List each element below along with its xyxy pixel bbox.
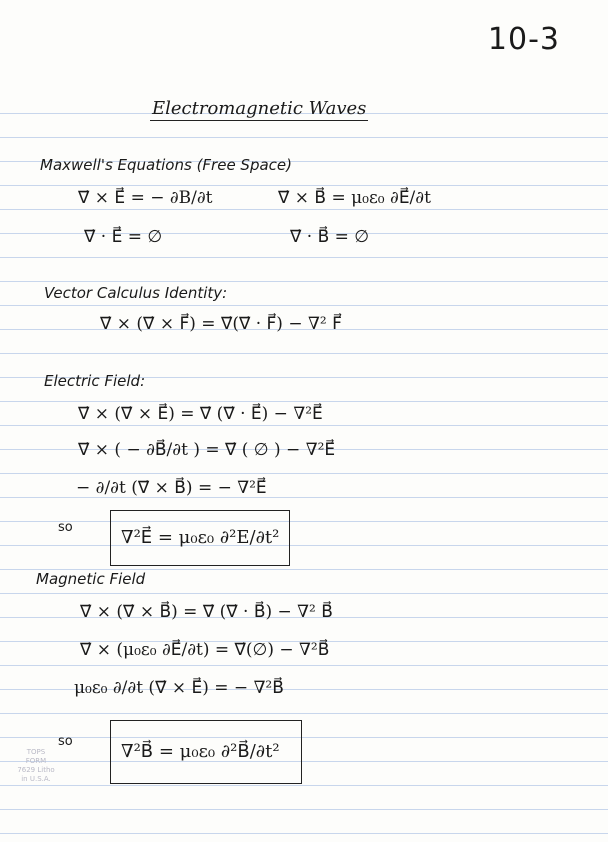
maxwell-heading: Maxwell's Equations (Free Space) [40,156,292,174]
electric-result-box [110,510,290,566]
magnetic-heading: Magnetic Field [36,570,146,588]
electric-so: so [58,520,73,535]
maxwell-div-e: ∇⃗ · E⃗ = ∅ [84,227,163,247]
magnetic-result-box [110,720,302,784]
maxwell-curl-e: ∇⃗ × E⃗ = − ∂B/∂t [78,188,213,208]
page-title: Electromagnetic Waves [152,98,367,119]
page-number: 10-3 [487,22,560,57]
maxwell-div-b: ∇⃗ · B⃗ = ∅ [290,227,370,247]
magnetic-line-3: μ₀ε₀ ∂/∂t (∇⃗ × E⃗) = − ∇²B⃗ [74,678,284,698]
magnetic-line-1: ∇⃗ × (∇⃗ × B⃗) = ∇⃗ (∇⃗ · B⃗) − ∇² B⃗ [80,602,333,622]
magnetic-result: ∇²B⃗ = μ₀ε₀ ∂²B⃗/∂t² [121,741,280,762]
form-stamp: TOPS FORM 7629 Litho in U.S.A. [17,748,55,783]
magnetic-line-2: ∇⃗ × (μ₀ε₀ ∂E⃗/∂t) = ∇⃗(∅) − ∇²B⃗ [80,640,330,660]
magnetic-so: so [58,734,73,749]
electric-heading: Electric Field: [44,372,146,390]
electric-result: ∇²E⃗ = μ₀ε₀ ∂²E/∂t² [121,527,280,548]
electric-line-3: − ∂/∂t (∇⃗ × B⃗) = − ∇²E⃗ [76,478,267,498]
electric-line-2: ∇⃗ × ( − ∂B⃗/∂t ) = ∇⃗ ( ∅ ) − ∇²E⃗ [78,440,336,460]
identity-heading: Vector Calculus Identity: [44,284,228,302]
maxwell-curl-b: ∇⃗ × B⃗ = μ₀ε₀ ∂E⃗/∂t [278,188,431,208]
electric-line-1: ∇⃗ × (∇⃗ × E⃗) = ∇⃗ (∇⃗ · E⃗) − ∇²E⃗ [78,404,323,424]
identity-equation: ∇⃗ × (∇⃗ × F⃗) = ∇⃗(∇⃗ · F⃗) − ∇² F⃗ [100,314,342,334]
